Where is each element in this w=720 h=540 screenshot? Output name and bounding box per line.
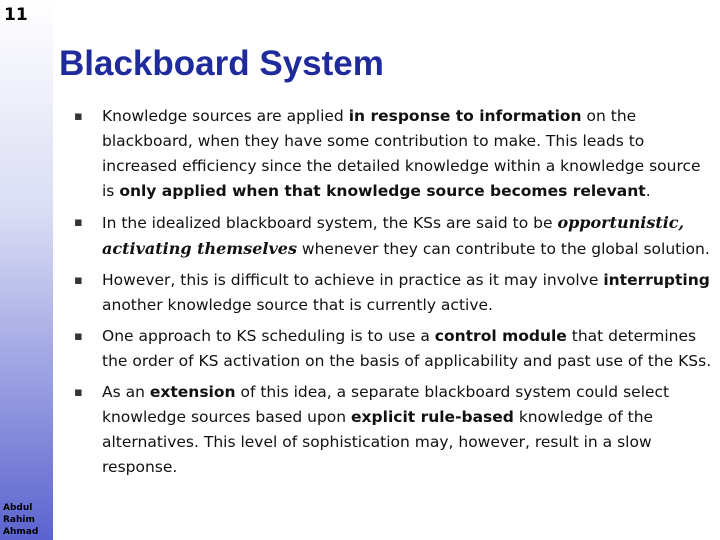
bullet-text: Knowledge sources are applied bbox=[102, 107, 349, 125]
bold-text: in response to information bbox=[348, 107, 582, 125]
bullet-text: As an bbox=[102, 383, 150, 401]
bold-text: only applied when that knowledge source becomes relevant bbox=[119, 182, 646, 200]
bullet-text: of this idea, a separate blackboard system could select knowledge sources based upon bbox=[102, 383, 670, 426]
bullet-text: that determines the order of KS activation on the basis of applicability and past use of the KSs. bbox=[102, 327, 712, 370]
bold-text: interrupting bbox=[603, 271, 710, 289]
bullet-item bbox=[74, 324, 714, 374]
italic-text: opportunistic, bbox=[557, 213, 685, 232]
bullet-text: . bbox=[645, 182, 651, 200]
slide-sidebar bbox=[0, 0, 53, 540]
bold-text: control module bbox=[434, 327, 567, 345]
bold-text: explicit rule-based bbox=[351, 408, 514, 426]
author-first: Abdul bbox=[3, 503, 33, 513]
bold-text: extension bbox=[149, 383, 236, 401]
bullet-text: In the idealized blackboard system, the KSs are said to be bbox=[102, 214, 558, 232]
bullet-text: whenever they can contribute to the global solution. bbox=[296, 240, 710, 258]
author-last: Ahmad bbox=[3, 527, 39, 537]
italic-text: activating themselves bbox=[102, 239, 297, 258]
bullet-item bbox=[74, 104, 714, 204]
slide-number: 11 bbox=[4, 5, 28, 25]
bullet-item bbox=[74, 380, 714, 480]
bullet-text: another knowledge source that is currently active. bbox=[102, 296, 493, 314]
slide-title: Blackboard System bbox=[59, 44, 384, 83]
bullet-item bbox=[74, 210, 714, 262]
author-name bbox=[3, 502, 38, 538]
bullet-text: knowledge of the alternatives. This level of sophistication may, however, result in a slow response. bbox=[102, 408, 654, 476]
bullet-item bbox=[74, 268, 714, 318]
bullet-text: on the blackboard, when they have some contribution to make. This leads to increased efficiency since the detailed knowledge within a knowledge source is bbox=[102, 107, 701, 200]
author-middle: Rahim bbox=[3, 515, 35, 525]
bullet-text: However, this is difficult to achieve in practice as it may involve bbox=[102, 271, 604, 289]
bullet-text: One approach to KS scheduling is to use a bbox=[102, 327, 435, 345]
bullet-list bbox=[74, 104, 714, 486]
